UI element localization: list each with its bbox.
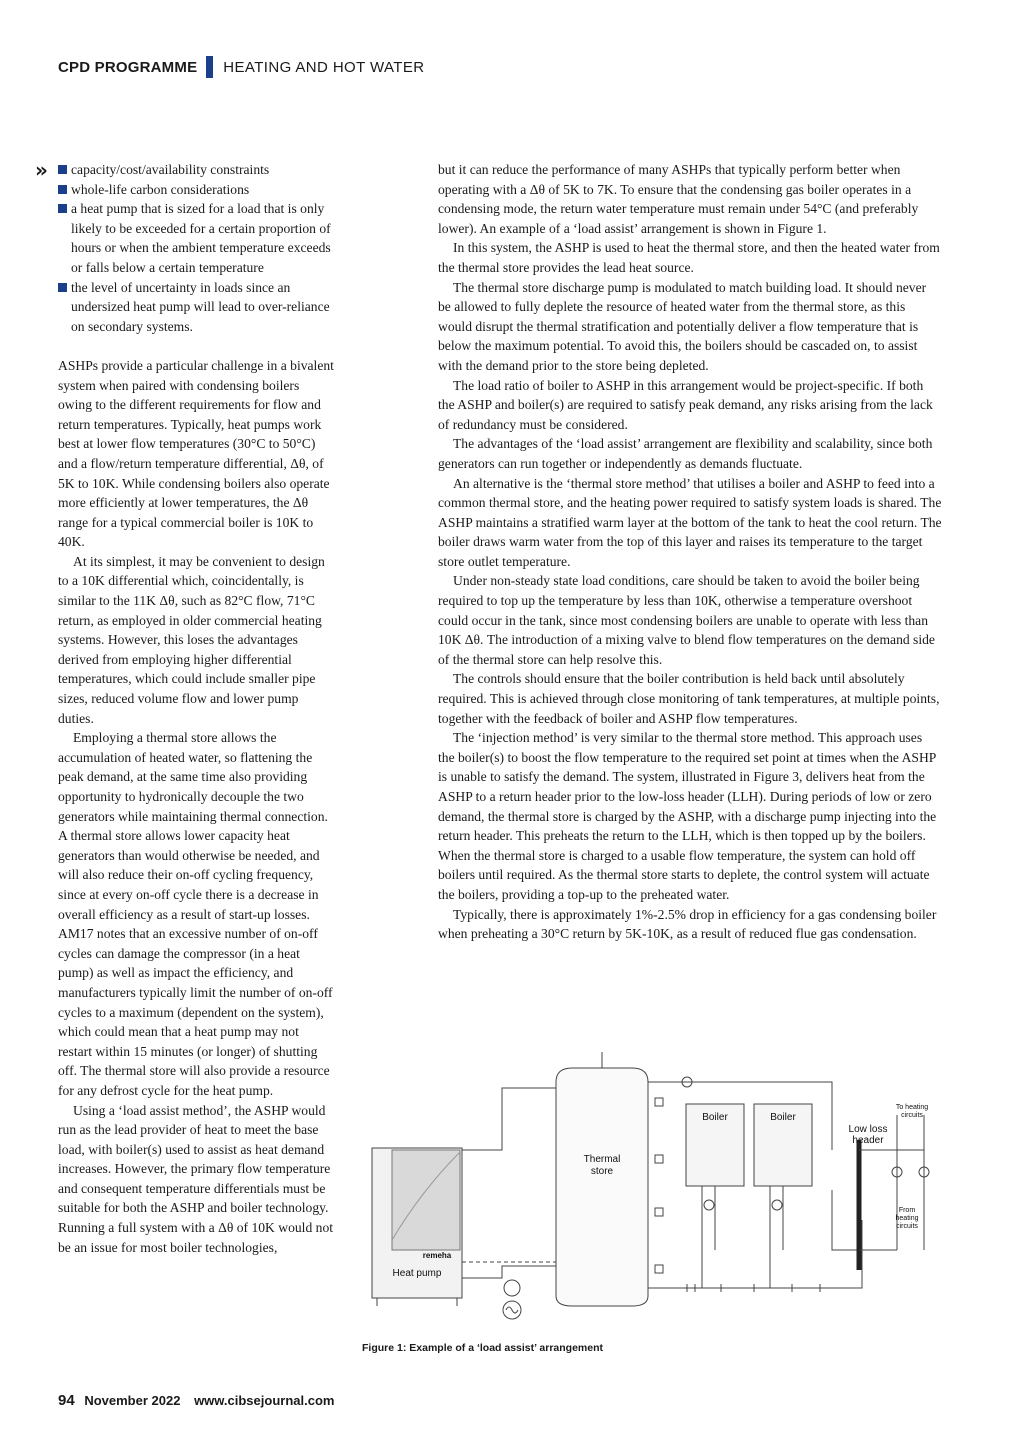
programme-label: CPD PROGRAMME xyxy=(58,58,198,76)
from-heating-label-line3: circuits xyxy=(896,1223,918,1230)
body-paragraph: Typically, there is approximately 1%-2.5% drop in efficiency for a gas condensing boiler when preheating a 30°C return by 5K-10K, as a result of reduced flue gas condensation. xyxy=(438,906,937,942)
bullet-item: whole-life carbon considerations xyxy=(58,180,334,200)
header-divider xyxy=(206,56,213,78)
page-footer xyxy=(58,1392,334,1409)
bullet-square-icon xyxy=(58,204,67,213)
bullet-square-icon xyxy=(58,185,67,194)
body-paragraph: Employing a thermal store allows the accumulation of heated water, so flattening the peak demand, at the same time also providing opportunity to hydronically decouple the two generators while maintaining thermal connection. A thermal store allows lower capacity heat generators than would otherwise be needed, and will also reduce their on-off cycling frequency, since at every on-off cycle there is a decrease in overall efficiency as a result of start-up losses. AM17 notes that an excessive number of on-off cycles can damage the compressor (in a heat pump) as well as impact the efficiency, and manufacturers typically limit the number of on-off cycles to a maximum (dependent on the system), which could mean that a heat pump may not restart within 15 minutes (or longer) of shutting off. The thermal store will also provide a resource for any defrost cycle for the heat pump. xyxy=(58,730,333,1098)
body-paragraph: but it can reduce the performance of many ASHPs that typically perform better when operating with a Δθ of 5K to 7K. To ensure that the condensing gas boiler operates in a condensing mode, the return water temperature must remain under 54°C (and preferably lower). An example of a ‘load assist’ arrangement is shown in Figure 1. xyxy=(438,162,919,236)
body-paragraph: The load ratio of boiler to ASHP in this arrangement would be project-specific. If both the ASHP and boiler(s) are required to satisfy peak demand, any risks arising from the lack of redundancy must be considered. xyxy=(438,377,933,432)
body-paragraph: ASHPs provide a particular challenge in a bivalent system when paired with condensing boilers owing to the different requirements for flow and return temperatures. Typically, heat pumps work best at lower flow temperatures (30°C to 50°C) and a flow/return temperature differential, Δθ, of 5K to 10K. While condensing boilers also operate more efficiently at lower temperatures, the Δθ range for a typical commercial boiler is 10K to 40K. xyxy=(58,357,334,550)
brand-label: remeha xyxy=(422,1251,452,1260)
body-paragraph: Using a ‘load assist method’, the ASHP would run as the lead provider of heat to meet the base load, with boiler(s) used to assist as heat demand increases. However, the primary flow temperature and consequent temperature differentials must be suitable for both the ASHP and boiler technology. Running a full system with a Δθ of 10K would not be an issue for most boiler technologies, xyxy=(58,1102,334,1255)
boiler-1-label: Boiler xyxy=(702,1112,728,1123)
body-paragraph: The thermal store discharge pump is modulated to match building load. It should never be allowed to fully deplete the resource of heated water from the thermal store, as this would disrupt the thermal stratification and potentially deliver a flow temperature that is below the maximum potential. To avoid this, the boilers should be cascaded on, to assist with the demand prior to the store being depleted. xyxy=(438,279,927,373)
body-paragraph: The ‘injection method’ is very similar to the thermal store method. This approach uses the boiler(s) to boost the flow temperature to the required set point at times when the ASHP is unable to satisfy the demand. The system, illustrated in Figure 3, delivers heat from the ASHP to a return header prior to the low-loss header (LLH). During periods of low or zero demand, the thermal store is charged by the ASHP, with a discharge pump injecting into the return header. This preheats the return to the LLH, which is then topped up by the boilers. When the thermal store is charged to a usable flow temperature, the system can hold off boilers until required. As the thermal store starts to deplete, the control system will actuate the boilers, providing a top-up to the preheated water. xyxy=(438,730,937,902)
right-column xyxy=(438,160,942,944)
heat-pump-label: Heat pump xyxy=(392,1268,442,1279)
low-loss-header-label: Low loss xyxy=(848,1124,888,1135)
low-loss-header-label-line2: header xyxy=(852,1135,884,1146)
body-paragraph: The advantages of the ‘load assist’ arrangement are flexibility and scalability, since both generators can run together or independently as demands fluctuate. xyxy=(438,436,933,471)
bullet-item: the level of uncertainty in loads since an undersized heat pump will lead to over-reliance on secondary systems. xyxy=(58,278,334,337)
thermal-store-label: Thermal xyxy=(583,1154,621,1165)
page-header xyxy=(58,56,424,78)
body-paragraph: The controls should ensure that the boiler contribution is held back until absolutely required. This is achieved through close monitoring of tank temperatures, at multiple points, together with the feedback of boiler and ASHP flow temperatures. xyxy=(438,671,940,726)
from-heating-label-line2: heating xyxy=(895,1215,919,1222)
load-assist-schematic xyxy=(362,1040,952,1340)
bullet-list xyxy=(58,160,334,336)
figure-caption: Figure 1: Example of a ‘load assist’ arrangement xyxy=(362,1342,603,1354)
body-paragraph: In this system, the ASHP is used to heat the thermal store, and then the heated water from the thermal store provides the lead heat source. xyxy=(438,240,940,275)
issue-date: November 2022 xyxy=(84,1393,181,1408)
website-link[interactable]: www.cibsejournal.com xyxy=(194,1393,335,1408)
page-number: 94 xyxy=(58,1392,75,1409)
continuation-chevron-icon: » xyxy=(35,158,48,182)
bullet-square-icon xyxy=(58,165,67,174)
left-column xyxy=(58,160,334,1257)
to-heating-label: To heating xyxy=(895,1104,929,1111)
body-paragraph: Under non-steady state load conditions, care should be taken to avoid the boiler being required to top up the temperature by less than 10K, otherwise a temperature overshoot could occur in the tank, since most condensing boilers are unable to operate with less than 10K Δθ. The introduction of a mixing valve to blend flow temperatures on the demand side of the thermal store can help resolve this. xyxy=(438,573,935,667)
body-paragraph: An alternative is the ‘thermal store method’ that utilises a boiler and ASHP to feed into a common thermal store, and the heating power required to satisfy system loads is shared. The ASHP maintains a stratified warm layer at the bottom of the tank to heat the cool return. The boiler draws warm water from the top of this layer and raises its temperature to the target store outlet temperature. xyxy=(438,475,942,569)
bullet-item: capacity/cost/availability constraints xyxy=(58,160,334,180)
bullet-square-icon xyxy=(58,283,67,292)
from-heating-label: From xyxy=(898,1207,916,1214)
bullet-item: a heat pump that is sized for a load that is only likely to be exceeded for a certain proportion of hours or when the ambient temperature exceeds or falls below a certain temperature xyxy=(58,199,334,277)
body-paragraph: At its simplest, it may be convenient to design to a 10K differential which, coincidentally, is similar to the 11K Δθ, such as 82°C flow, 71°C return, as employed in older commercial heating systems. However, this loses the advantages derived from employing higher differential temperatures, which could include smaller pipe sizes, reduced volume flow and lower pump duties. xyxy=(58,553,325,726)
thermal-store-tank xyxy=(556,1068,648,1306)
thermal-store-label-line2: store xyxy=(590,1166,614,1177)
boiler-2-label: Boiler xyxy=(770,1112,796,1123)
to-heating-label-line2: circuits xyxy=(901,1112,923,1119)
section-label: HEATING AND HOT WATER xyxy=(223,58,425,76)
